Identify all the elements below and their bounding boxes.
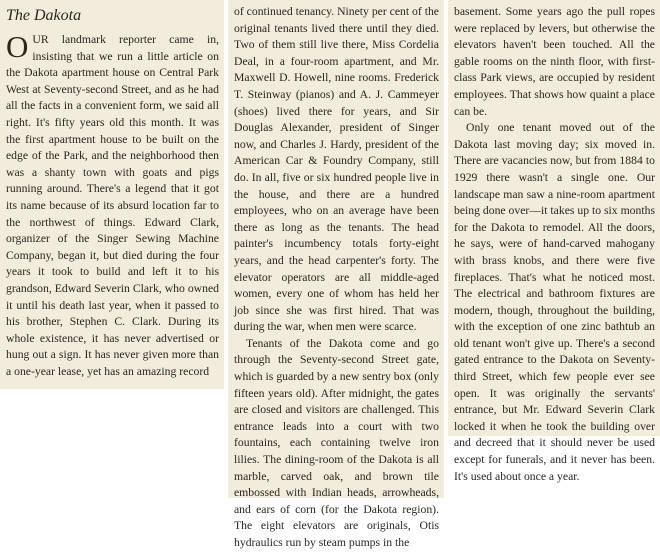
paragraph-3: Tenants of the Dakota come and go through the Seventy-second Street gate, which is guarded by a new sentry box (only fifteen years old). After midnight, the gates are closed and visitors are challenged. This entrance leads into a court with two fountains, each containing twelve iron lilies. The dining-room of the Dakota is all marble, carved oak, and brown tile embossed with Indian heads, arrowheads, and ears of corn (for the Dakota region). The eight elevators are originals, Otis hydraulics run by steam pumps in the — [234, 336, 439, 549]
paragraph-5: Only one tenant moved out of the Dakota last moving day; six moved in. There are vacancies now, but from 1884 to 1929 there wasn't a single one. Our landscape man saw a nine-room apartment being done over—it takes up to six months for the Dakota to remodel. All the doors, he says, were of hand-carved mahogany with brass knobs, and there were five fireplaces. That's what he noticed most. The electrical and bathroom fixtures are modern, though, throughout the building, with the exception of one zinc bathtub an old tenant won't give up. There's a second gated entrance to the Dakota on Seventy-third Street, which few people ever see open. It was originally the servants' entrance, but Mr. Edward Severin Clark locked it when he took the building over and decreed that it should never be used except for funerals, and it never has been. It's used about once a year. — [454, 121, 655, 483]
article-title: The Dakota — [6, 7, 82, 24]
drop-cap: O — [6, 29, 29, 64]
column-3 — [448, 0, 660, 483]
column-1 — [0, 0, 224, 389]
column-2 — [228, 0, 444, 549]
paragraph-1-text: UR landmark reporter came in, insisting that we run a little article on the Dakota apartment house on Central Park West at Seventy-second Street, and as he had all the facts in a convenient form, we said all right. It's fifty years old this month. It was the first apartment house to be built on the edge of the Park, and the neighborhood then was a shanty town with goats and pigs running around. There's a legend that it got its name because of its absurd location far to the northwest of things. Edward Clark, organizer of the Singer Sewing Machine Company, began it, but died during the four years it took to build and left it to his grandson, Edward Severin Clark, who owned it until his death last year, when it passed to his brother, Stephen C. Clark. During its whole existence, it has never advertised or hung out a sign. It has never given more than a one-year lease, yet has an amazing record — [6, 33, 219, 378]
paragraph-2: of continued tenancy. Ninety per cent of the original tenants lived there until they died. Two of them still live there, Miss Cordelia Deal, in a four-room apartment, and Mr. Maxwell D. Howell, nine rooms. Frederick T. Steinway (pianos) and A. J. Cammeyer (shoes) lived there for years, and Sir Douglas Alexander, president of Singer now, and Charles J. Hardy, president of the American Car & Foundry Company, still do. In all, five or six hundred people live in the house, and there are a hundred employees, who on an average have been there as long as the tenants. The head painter's incumbency totals forty-eight years, and the head carpenter's forty. The elevator operators are all middle-aged women, every one of whom has held her job since she was first hired. That was during the war, when men were scarce. — [234, 5, 439, 334]
paragraph-1 — [6, 29, 219, 380]
paragraph-4: basement. Some years ago the pull ropes were replaced by levers, but otherwise the elevators haven't been touched. All the gable rooms on the ninth floor, with first-class Park views, are occupied by resident employees. That shows how quaint a place can be. — [454, 5, 655, 118]
